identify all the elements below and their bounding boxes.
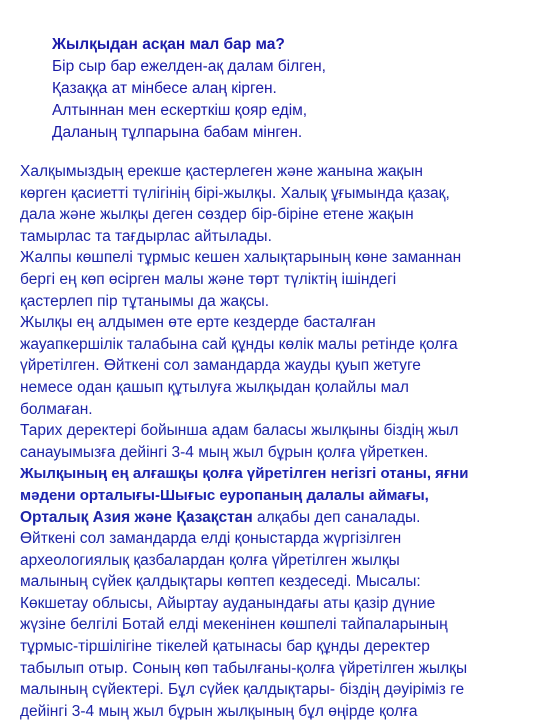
body-line: жүзіне белгілі Ботай елді мекенінен көшпелі тайпаларының — [20, 616, 448, 634]
poem-line: Қазаққа ат мінбесе алаң кірген. — [52, 80, 277, 97]
body-line: немесе одан қашып құтылуға жылқыдан қолайлы мал — [20, 378, 409, 396]
body-line: дейінгі 3-4 мың жыл бұрын жылқының бұл өңірде қолға — [20, 702, 418, 720]
body-line: малының сүйек қалдықтары көптеп кездеседі. Мысалы: — [20, 573, 421, 591]
body-line: қастерлеп пір тұтанымы да жақсы. — [20, 292, 270, 310]
body-line: санауымызға дейінгі 3-4 мың жыл бұрын қолға үйреткен. — [20, 443, 429, 461]
article-body — [20, 161, 526, 722]
poem-line: Бір сыр бар ежелден-ақ далам білген, — [52, 58, 326, 75]
body-line-mixed — [20, 507, 526, 529]
body-line: тұрмыс-тіршілігіне тікелей қатынасы бар құнды деректер — [20, 638, 430, 656]
body-line: Өйткені сол замандарда елді қоныстарда жүргізілген — [20, 530, 402, 548]
body-line: болмаған. — [20, 400, 93, 418]
body-line: дала және жылқы деген сөздер бір-біріне етене жақын — [20, 206, 414, 224]
poem-epigraph — [52, 34, 502, 144]
body-line: үйретілген. Өйткені сол замандарда жауды қуып жетуге — [20, 357, 421, 375]
body-line: бергі ең көп өсірген малы және төрт түліктің ішіндегі — [20, 270, 397, 288]
body-line-bold: мәдени орталығы-Шығыс еуропаның далалы аймағы, — [20, 486, 429, 504]
body-line-bold: Жылқының ең алғашқы қолға үйретілген негізгі отаны, яғни — [20, 465, 469, 483]
body-line: тамырлас та тағдырлас айтылады. — [20, 227, 272, 245]
body-line: көрген қасиетті түлігінің бірі-жылқы. Халық ұғымында қазақ, — [20, 184, 450, 202]
body-line: Халқымыздың ерекше қастерлеген және жанына жақын — [20, 163, 423, 180]
body-line: Тарих деректері бойынша адам баласы жылқыны біздің жыл — [20, 422, 459, 440]
body-line: Көкшетау облысы, Айыртау ауданындағы аты қазір дүние — [20, 594, 436, 612]
body-line: Жалпы көшпелі тұрмыс кешен халықтарының көне заманнан — [20, 249, 462, 267]
poem-line: Даланың тұлпарына бабам мінген. — [52, 124, 303, 141]
bold-phrase: Орталық Азия және Қазақстан — [20, 508, 253, 526]
body-line: табылып отыр. Соның көп табылғаны-қолға үйретілген жылқы — [20, 659, 468, 677]
normal-phrase: алқабы деп саналады. — [252, 508, 421, 526]
body-line: археологиялық қазбалардан қолға үйретілген жылқы — [20, 551, 400, 569]
body-line: малының сүйектері. Бұл сүйек қалдықтары- біздің дәуіріміз ге — [20, 681, 465, 699]
poem-line: Алтыннан мен ескерткіш қояр едім, — [52, 102, 308, 119]
body-line: жауапкершілік талабына сай құнды көлік малы ретінде қолға — [20, 335, 458, 353]
poem-title: Жылқыдан асқан мал бар ма? — [52, 36, 285, 53]
body-line: Жылқы ең алдымен өте ерте кездерде басталған — [20, 314, 376, 332]
